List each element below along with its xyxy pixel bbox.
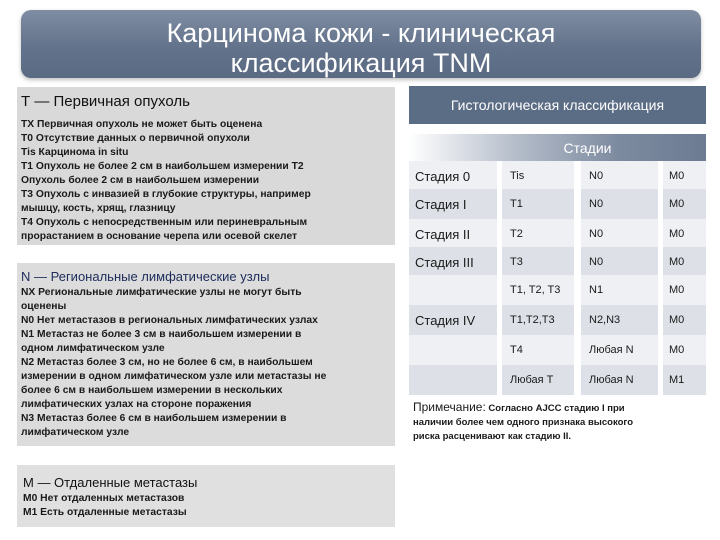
stage-cell — [409, 365, 497, 395]
n-cell: N1 — [581, 275, 658, 305]
n-line: NX Регионaльные лимфатические узлы не могут быть — [21, 287, 302, 298]
stage-cell: Стадия 0 — [409, 161, 497, 191]
table-row — [409, 365, 706, 395]
t-cell: T4 — [502, 335, 574, 365]
t-section-header: Т — Первичная опухоль — [21, 93, 190, 110]
m-cell: M1 — [663, 365, 706, 395]
m-line: M1 Есть отдаленные метастазы — [23, 507, 187, 518]
stage-cell — [409, 275, 497, 305]
stage-cell: Стадия I — [409, 189, 497, 219]
m-cell: M0 — [663, 335, 706, 365]
n-line: одном лимфатическом узле — [21, 343, 165, 354]
n-line: лимфатическом узле — [21, 427, 130, 438]
n-line: N2 Метастаз более 3 см, но не более 6 см, в наибольшем — [21, 357, 313, 368]
note-label: Примечание: — [413, 400, 486, 414]
table-row — [409, 335, 706, 365]
table-row — [409, 275, 706, 305]
table-row — [409, 189, 706, 219]
t-cell: T2 — [502, 219, 574, 249]
n-cell: N0 — [581, 189, 658, 219]
n-cell: N0 — [581, 219, 658, 249]
n-line: N3 Метастаз более 6 см в наибольшем измерении в — [21, 413, 287, 424]
m-cell: M0 — [663, 275, 706, 305]
t-cell: Tis — [502, 161, 574, 191]
n-cell: Любая N — [581, 335, 658, 365]
t-line: T3 Опухоль с инвазией в глубокие структуры, например — [21, 189, 311, 200]
note-text-1: Согласно AJCC стадию I при — [485, 403, 625, 414]
m-cell: M0 — [663, 161, 706, 191]
stage-cell: Стадия III — [409, 247, 497, 277]
title-line-1: Карцинома кожи - клиническая — [166, 18, 556, 48]
n-line: оценены — [21, 301, 67, 312]
t-line: Tis Карцинома in situ — [21, 147, 129, 158]
table-row — [409, 219, 706, 249]
histology-header: Гистологическая классификация — [409, 86, 706, 124]
n-line: более 6 см в наибольшем измерении в нескольких — [21, 385, 283, 396]
n-section — [17, 263, 395, 446]
t-section — [17, 87, 395, 245]
table-row — [409, 305, 706, 335]
m-section — [17, 465, 395, 527]
slide-title — [21, 10, 701, 78]
note-text-3: риска расценивают как стадию II. — [413, 431, 572, 442]
n-section-header: N — Регионaльные лимфатические узлы — [21, 269, 270, 284]
n-line: N1 Метастаз не более 3 см в наибольшем измерении в — [21, 329, 302, 340]
table-row — [409, 247, 706, 277]
t-line: T0 Отсутствие данных о первичной опухоли — [21, 133, 250, 144]
note — [413, 400, 713, 444]
m-line: M0 Нет отдаленных метастазов — [23, 493, 185, 504]
t-cell: T3 — [502, 247, 574, 277]
stage-cell — [409, 335, 497, 365]
n-cell: N2,N3 — [581, 305, 658, 335]
m-cell: M0 — [663, 247, 706, 277]
t-cell: T1,T2,T3 — [502, 305, 574, 335]
m-section-header: М — Отдаленные метастазы — [23, 475, 198, 490]
t-line: Опухоль более 2 см в наибольшем измерении — [21, 175, 260, 186]
stages-header: Стадии — [409, 134, 706, 161]
t-line: мышцу, кость, хрящ, глазницу — [21, 203, 176, 214]
n-cell: N0 — [581, 247, 658, 277]
m-section-body — [23, 492, 389, 520]
m-cell: M0 — [663, 219, 706, 249]
n-line: лимфатических узлах на стороне поражения — [21, 399, 252, 410]
t-line: T1 Опухоль не более 2 см в наибольшем измерении T2 — [21, 161, 304, 172]
stage-iv-label: Стадия IV — [415, 312, 476, 328]
t-line: прорастанием в основание черепа или осевой скелет — [21, 231, 298, 242]
n-line: N0 Нет метастазов в регионaльных лимфатических узлах — [21, 315, 318, 326]
stage-cell: Стадия II — [409, 219, 497, 249]
stage-cell — [409, 305, 497, 335]
m-cell: M0 — [663, 305, 706, 335]
t-cell: Любая T — [502, 365, 574, 395]
t-line: TX Первичная опухоль не может быть оценена — [21, 119, 263, 130]
note-text-2: наличии более чем одного признака высокого — [413, 417, 634, 428]
table-row — [409, 161, 706, 191]
t-line: T4 Опухоль с непосредственным или периневральным — [21, 217, 308, 228]
t-section-body — [21, 118, 389, 244]
title-line-2: классификация TNM — [230, 48, 492, 78]
n-line: измерении в одном лимфатическом узле или метастазы не — [21, 371, 327, 382]
t-cell: T1, T2, T3 — [502, 275, 574, 305]
n-cell: Любая N — [581, 365, 658, 395]
n-section-body — [21, 286, 389, 440]
t-cell: T1 — [502, 189, 574, 219]
m-cell: M0 — [663, 189, 706, 219]
n-cell: N0 — [581, 161, 658, 191]
